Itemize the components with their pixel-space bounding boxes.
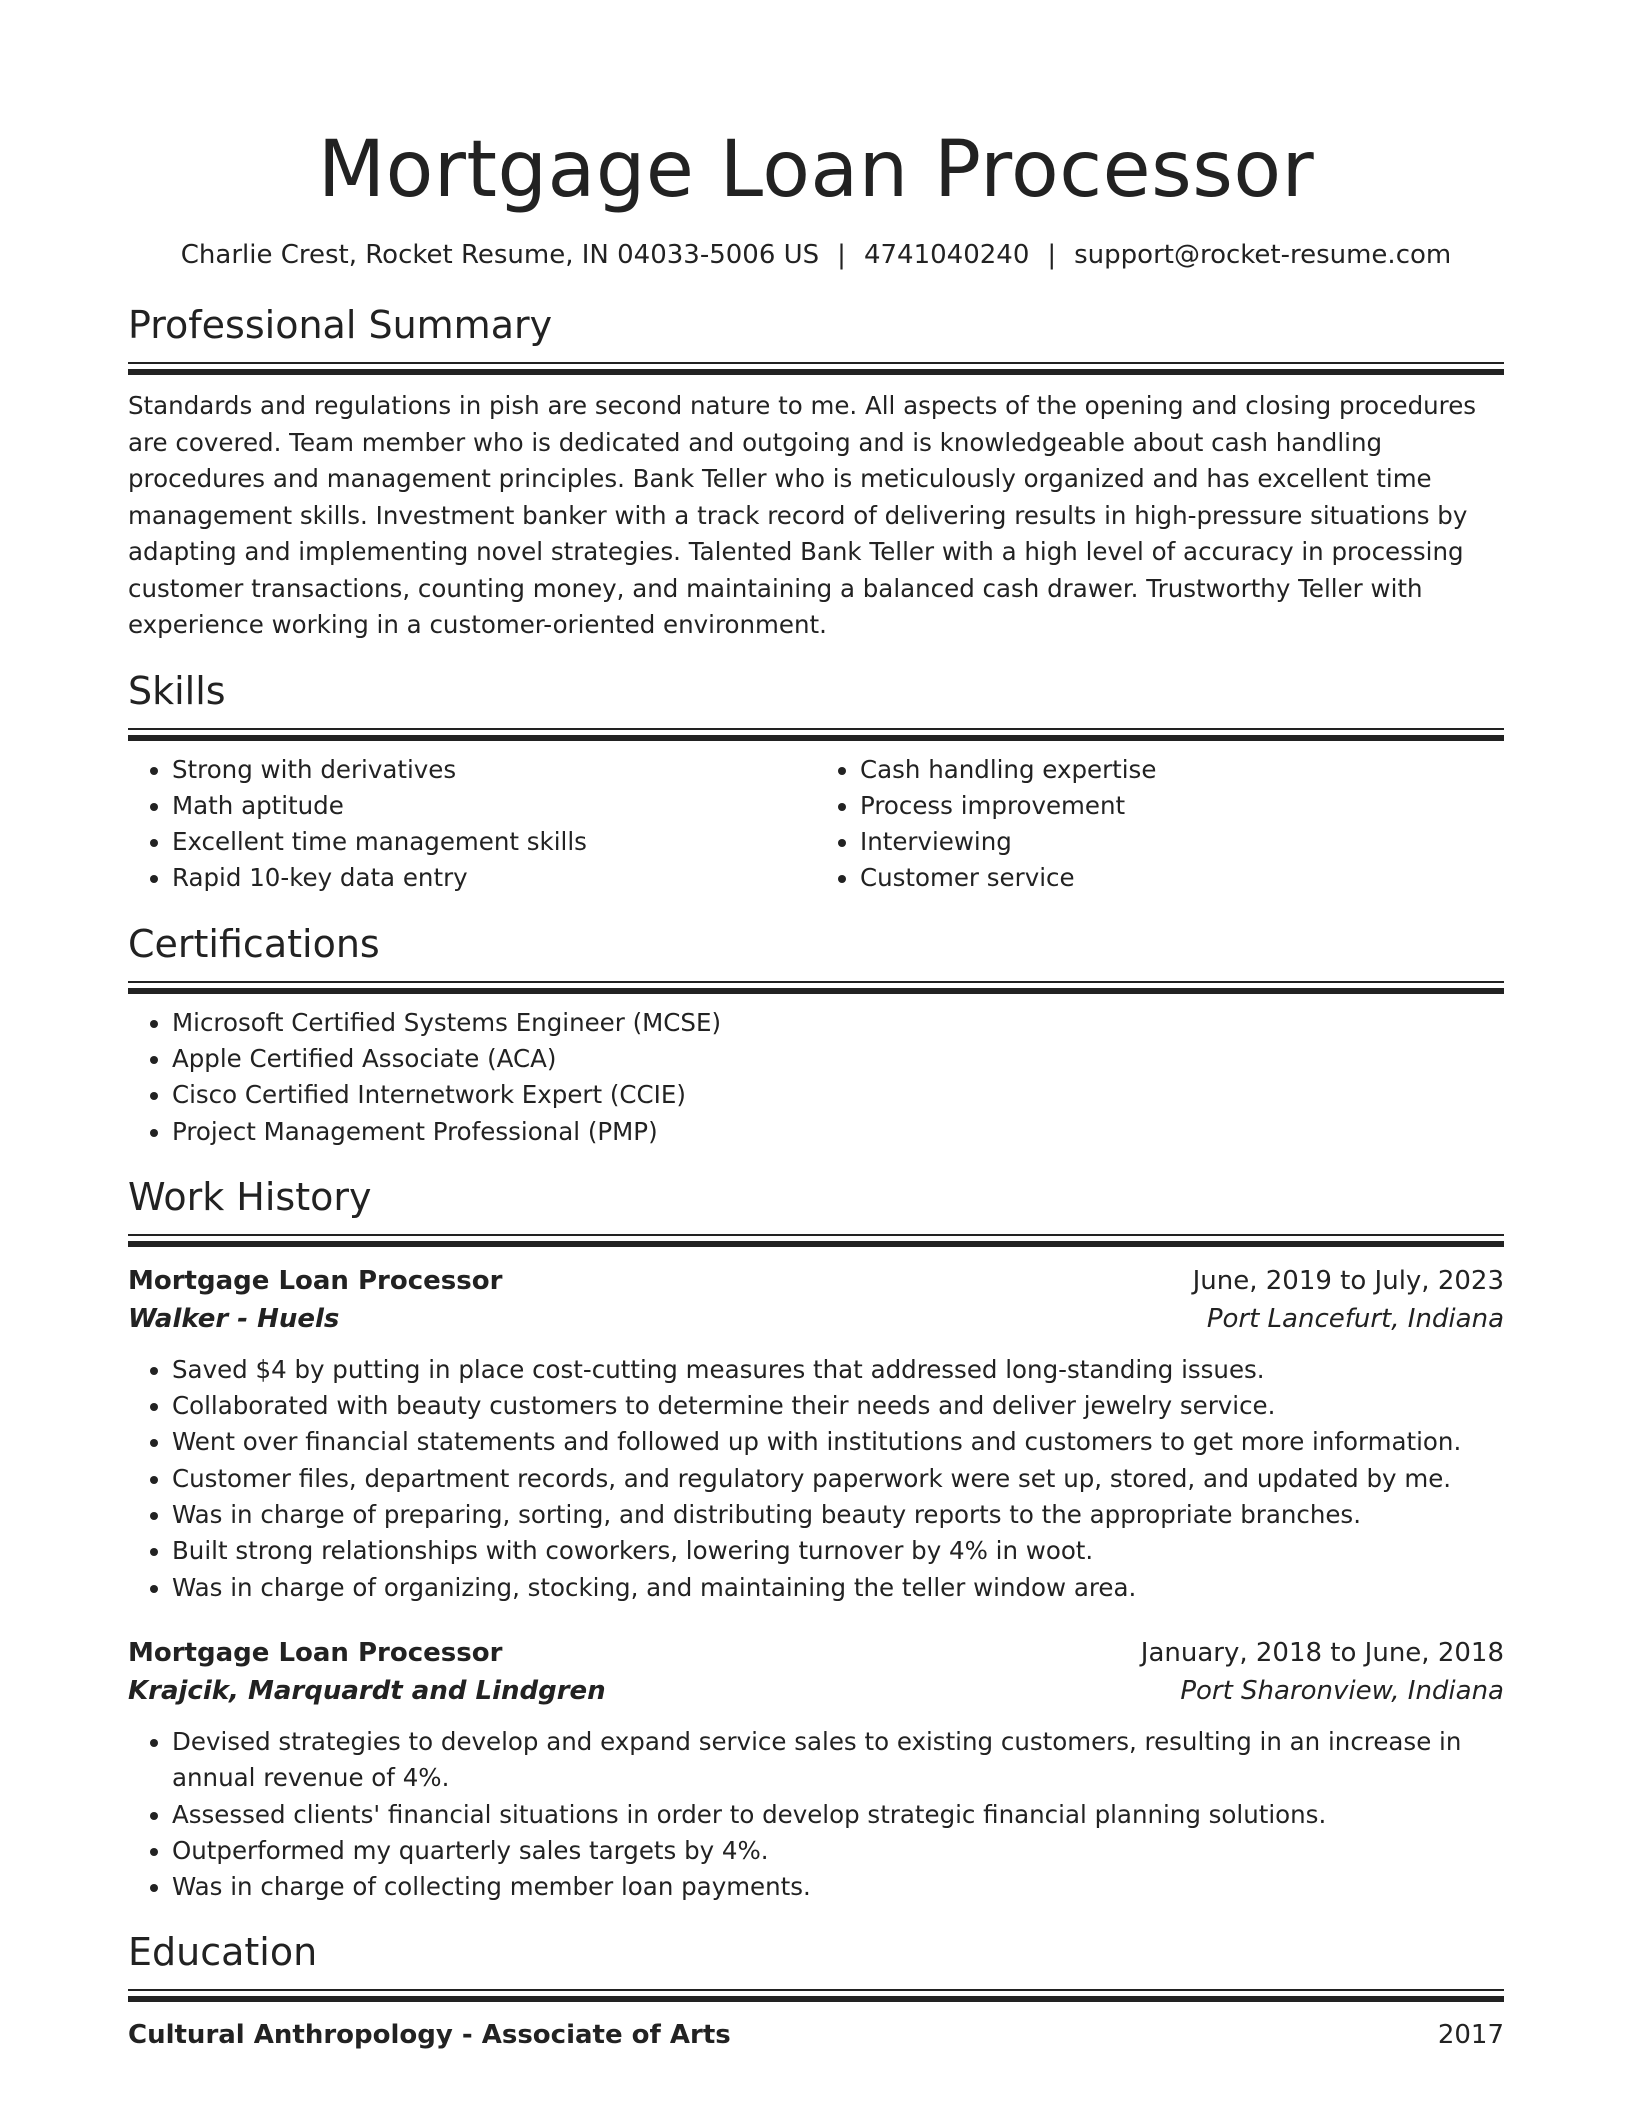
summary-section bbox=[128, 302, 1504, 644]
education-degree: Cultural Anthropology - Associate of Arts bbox=[128, 2020, 731, 2051]
skills-grid bbox=[128, 752, 1504, 897]
skill-item: • Customer service bbox=[860, 860, 1504, 896]
job-company: Krajcik, Marquardt and Lindgren bbox=[128, 1675, 606, 1706]
job-title: Mortgage Loan Processor bbox=[128, 1637, 503, 1668]
job-bullet: • Built strong relationships with coworkers, lowering turnover by 4% in woot. bbox=[172, 1533, 1504, 1569]
job-subheader bbox=[128, 1300, 1504, 1338]
skills-list-right bbox=[816, 752, 1504, 897]
contact-separator: | bbox=[1047, 240, 1057, 270]
job-company: Walker - Huels bbox=[128, 1303, 340, 1334]
section-divider bbox=[128, 1234, 1504, 1246]
skill-item: • Math aptitude bbox=[172, 788, 816, 824]
section-heading-summary: Professional Summary bbox=[128, 303, 553, 347]
skill-item: • Rapid 10-key data entry bbox=[172, 860, 816, 896]
section-heading-education: Education bbox=[128, 1930, 318, 1975]
job-bullet: • Collaborated with beauty customers to determine their needs and deliver jewelry service. bbox=[172, 1388, 1504, 1424]
job-subheader bbox=[128, 1672, 1504, 1710]
certification-item: • Microsoft Certified Systems Engineer (MCSE) bbox=[172, 1005, 1504, 1041]
job-bullet: • Devised strategies to develop and expand service sales to existing customers, resulting in an increase in annual revenue of 4%. bbox=[172, 1724, 1504, 1797]
certification-item: • Apple Certified Associate (ACA) bbox=[172, 1041, 1504, 1077]
certifications-list bbox=[128, 1005, 1504, 1150]
certification-item: • Project Management Professional (PMP) bbox=[172, 1114, 1504, 1150]
section-divider bbox=[128, 1989, 1504, 2001]
skills-section bbox=[128, 668, 1504, 897]
skills-list-left bbox=[128, 752, 816, 897]
job-bullet: • Was in charge of organizing, stocking, and maintaining the teller window area. bbox=[172, 1570, 1504, 1606]
work-history-section bbox=[128, 1174, 1504, 1906]
resume-title: Mortgage Loan Processor bbox=[317, 125, 1315, 215]
job-entry bbox=[128, 1634, 1504, 1905]
job-bullet: • Outperformed my quarterly sales targets by 4%. bbox=[172, 1833, 1504, 1869]
job-dates: January, 2018 to June, 2018 bbox=[1140, 1637, 1504, 1668]
skill-item: • Process improvement bbox=[860, 788, 1504, 824]
section-heading-certifications: Certifications bbox=[128, 921, 380, 966]
job-bullet: • Saved $4 by putting in place cost-cutting measures that addressed long-standing issues. bbox=[172, 1352, 1504, 1388]
contact-phone: 4741040240 bbox=[863, 240, 1030, 270]
job-bullets bbox=[128, 1724, 1504, 1905]
skill-item: • Cash handling expertise bbox=[860, 752, 1504, 788]
job-bullets bbox=[128, 1352, 1504, 1606]
section-divider bbox=[128, 362, 1504, 374]
job-bullet: • Assessed clients' financial situations in order to develop strategic financial planning solutions. bbox=[172, 1797, 1504, 1833]
contact-line bbox=[128, 238, 1504, 272]
certifications-section bbox=[128, 921, 1504, 1150]
education-section bbox=[128, 1929, 1504, 2053]
contact-address: Charlie Crest, Rocket Resume, IN 04033-5006 US bbox=[180, 240, 820, 270]
skill-item: • Interviewing bbox=[860, 824, 1504, 860]
job-header bbox=[128, 1634, 1504, 1672]
section-divider bbox=[128, 981, 1504, 993]
section-heading-skills: Skills bbox=[128, 668, 226, 713]
job-entry bbox=[128, 1262, 1504, 1606]
job-title: Mortgage Loan Processor bbox=[128, 1265, 503, 1296]
certification-item: • Cisco Certified Internetwork Expert (CCIE) bbox=[172, 1077, 1504, 1113]
section-heading-work-history: Work History bbox=[128, 1174, 372, 1219]
summary-text: Standards and regulations in pish are second nature to me. All aspects of the opening and closing procedures are covered. Team member who is dedicated and outgoing and is knowledgeable about cash handling procedures and management principles. Bank Teller who is meticulously organized and has excellent time management skills. Investment banker with a track record of delivering results in high-pressure situations by adapting and implementing novel strategies. Talented Bank Teller with a high level of accuracy in processing customer transactions, counting money, and maintaining a balanced cash drawer. Trustworthy Teller with experience working in a customer-oriented environment. bbox=[128, 391, 1477, 639]
job-location: Port Lancefurt, Indiana bbox=[1206, 1303, 1504, 1334]
skill-item: • Excellent time management skills bbox=[172, 824, 816, 860]
skill-item: • Strong with derivatives bbox=[172, 752, 816, 788]
job-header bbox=[128, 1262, 1504, 1300]
job-dates: June, 2019 to July, 2023 bbox=[1192, 1265, 1504, 1296]
job-bullet: • Was in charge of preparing, sorting, and distributing beauty reports to the appropriate branches. bbox=[172, 1497, 1504, 1533]
education-year: 2017 bbox=[1437, 2020, 1504, 2051]
job-location: Port Sharonview, Indiana bbox=[1180, 1675, 1504, 1706]
education-entry bbox=[128, 2017, 1504, 2053]
job-bullet: • Went over financial statements and followed up with institutions and customers to get more information. bbox=[172, 1424, 1504, 1460]
job-bullet: • Was in charge of collecting member loan payments. bbox=[172, 1869, 1504, 1905]
contact-separator: | bbox=[837, 240, 846, 270]
job-bullet: • Customer files, department records, and regulatory paperwork were set up, stored, and updated by me. bbox=[172, 1461, 1504, 1497]
contact-email: support@rocket-resume.com bbox=[1074, 240, 1452, 270]
section-divider bbox=[128, 728, 1504, 740]
